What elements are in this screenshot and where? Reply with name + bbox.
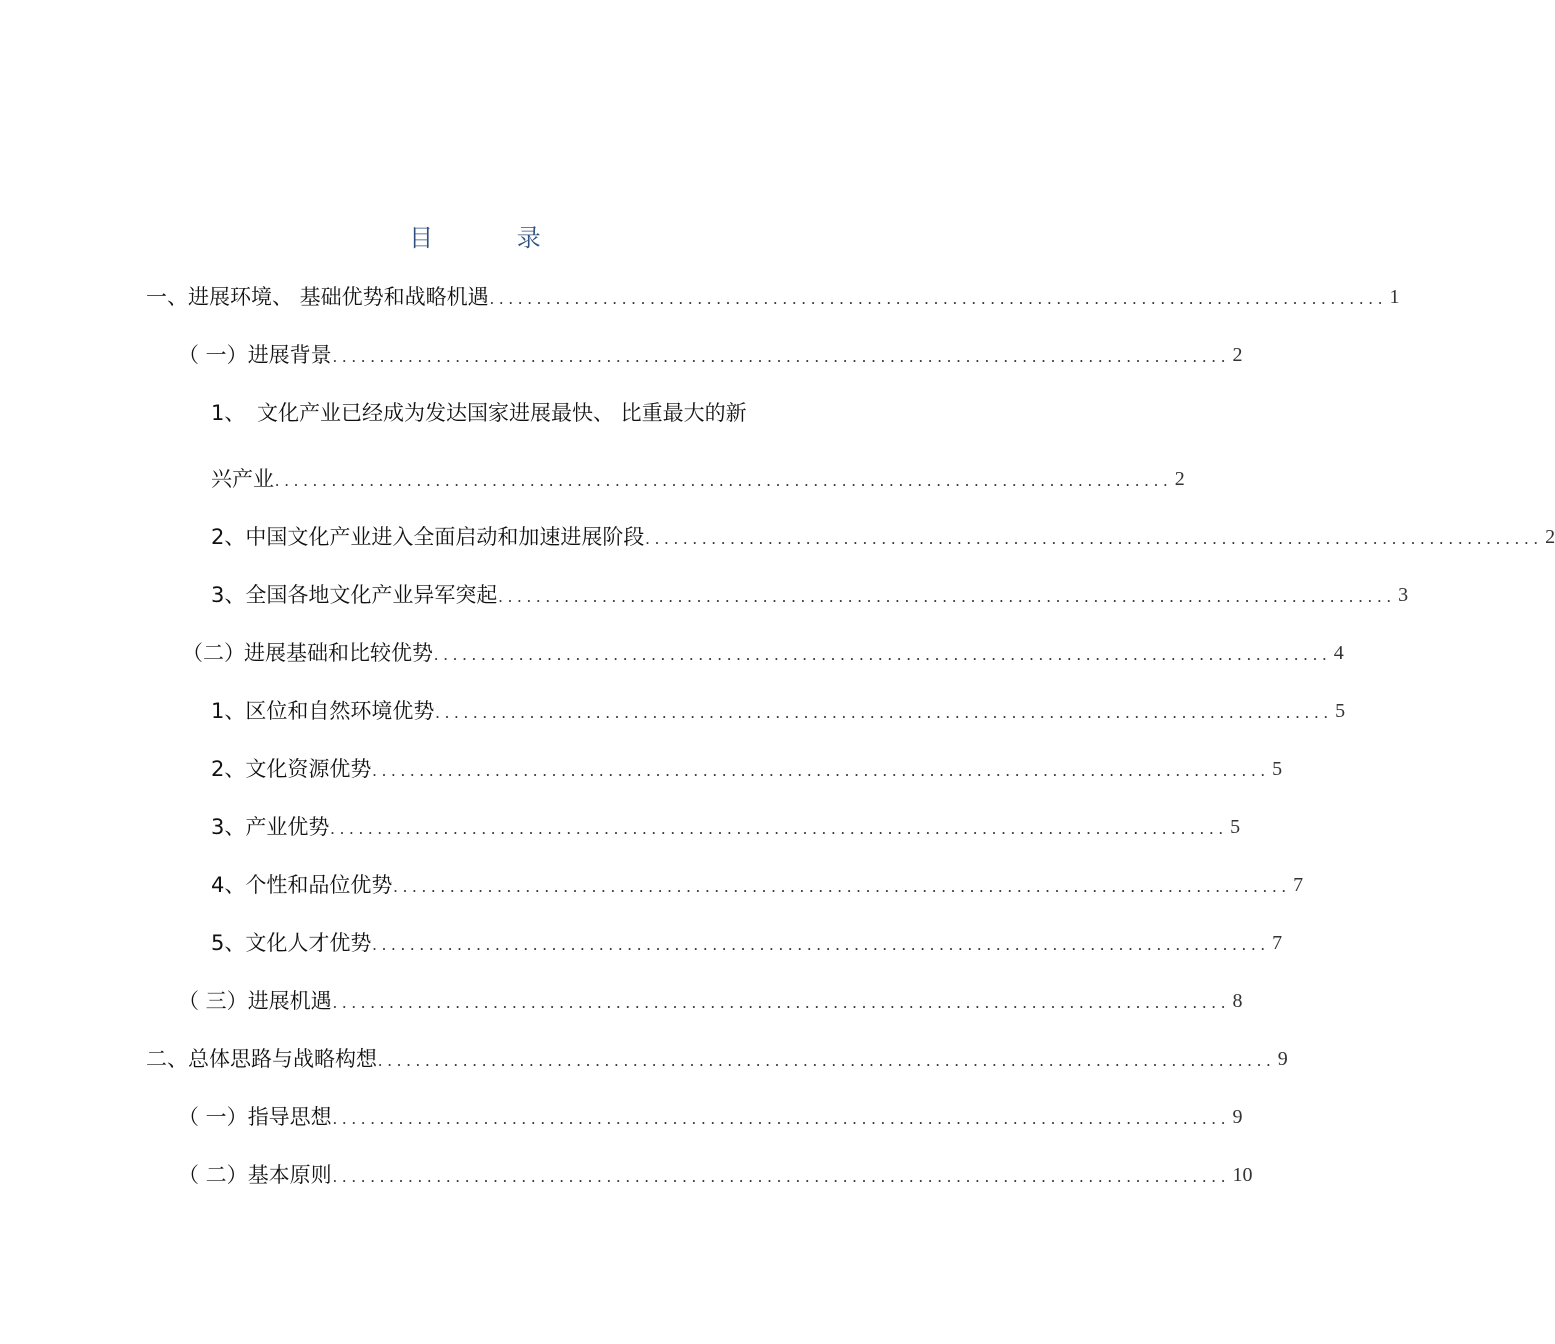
toc-page-number: 8 <box>1232 990 1243 1012</box>
toc-page-number: 5 <box>1230 816 1241 838</box>
toc-entry-text: 进展环境、 基础优势和战略机遇 <box>188 285 489 309</box>
toc-entry-number: 1、 <box>211 699 246 723</box>
toc-page-number: 9 <box>1232 1106 1243 1128</box>
toc-entry-number: 一、 <box>146 285 188 309</box>
toc-entry[interactable] <box>211 696 1346 726</box>
toc-dot-leader: ............................................................................................... <box>489 289 1388 308</box>
toc-page-number: 5 <box>1335 700 1346 722</box>
toc-entry-first-line[interactable] <box>211 398 747 428</box>
toc-dot-leader: ............................................................................................... <box>332 1109 1231 1128</box>
toc-entry[interactable] <box>178 986 1243 1016</box>
toc-entry[interactable] <box>211 580 1409 610</box>
toc-dot-leader: ............................................................................................... <box>275 471 1173 490</box>
toc-entry-number: 2、 <box>211 757 246 781</box>
toc-entry[interactable] <box>211 870 1304 900</box>
toc-entry-text: 总体思路与战略构想 <box>188 1047 377 1071</box>
toc-entry-number: 4、 <box>211 873 246 897</box>
toc-entry[interactable] <box>146 1044 1288 1074</box>
toc-page-number: 7 <box>1293 874 1304 896</box>
toc-entry-text: 产业优势 <box>245 815 330 839</box>
toc-entry-number: 2、 <box>211 525 246 549</box>
toc-page-number: 2 <box>1174 468 1185 490</box>
toc-entry-number: （ 一） <box>178 1105 248 1129</box>
toc-dot-leader: ............................................................................................... <box>435 703 1334 722</box>
toc-entry-number: 3、 <box>211 815 246 839</box>
toc-entry[interactable] <box>182 638 1344 668</box>
toc-entry[interactable] <box>178 340 1243 370</box>
toc-page-number: 2 <box>1545 526 1555 548</box>
toc-dot-leader: ............................................................................................... <box>330 819 1229 838</box>
toc-entry[interactable] <box>211 928 1283 958</box>
toc-page-number: 1 <box>1389 286 1400 308</box>
toc-entry-text: 文化人才优势 <box>245 931 372 955</box>
toc-entry-text-continued: 兴产业 <box>211 467 274 491</box>
toc-dot-leader: ............................................................................................... <box>645 529 1544 548</box>
toc-dot-leader: ............................................................................................... <box>372 761 1271 780</box>
toc-entry-text: 基本原则 <box>247 1163 332 1187</box>
toc-title: 目 录 <box>409 224 579 252</box>
toc-page-number: 3 <box>1398 584 1409 606</box>
toc-dot-leader: ............................................................................................... <box>393 877 1292 896</box>
toc-dot-leader: ............................................................................................... <box>498 587 1397 606</box>
toc-entry-number: 3、 <box>211 583 246 607</box>
toc-entry-number: 1、 <box>211 401 246 425</box>
toc-page-number: 2 <box>1232 344 1243 366</box>
toc-entry-text: 区位和自然环境优势 <box>245 699 435 723</box>
toc-entry-text: 个性和品位优势 <box>245 873 393 897</box>
toc-entry[interactable] <box>211 464 1185 494</box>
toc-page-number: 7 <box>1272 932 1283 954</box>
toc-entry[interactable] <box>211 754 1283 784</box>
toc-entry[interactable] <box>178 1102 1243 1132</box>
toc-dot-leader: ............................................................................................... <box>378 1051 1276 1070</box>
toc-entry-number: （ 一） <box>178 343 248 367</box>
toc-entry-text: 文化产业已经成为发达国家进展最快、 比重最大的新 <box>257 401 747 425</box>
toc-page-number: 4 <box>1333 642 1344 664</box>
toc-entry-number: （二） <box>182 641 245 665</box>
toc-entry-text: 文化资源优势 <box>245 757 372 781</box>
toc-entry-text: 进展背景 <box>247 343 332 367</box>
toc-entry-text: 全国各地文化产业异军突起 <box>245 583 498 607</box>
toc-page-number: 5 <box>1272 758 1283 780</box>
toc-entry-number: 二、 <box>146 1047 188 1071</box>
toc-entry-text: 中国文化产业进入全面启动和加速进展阶段 <box>245 525 645 549</box>
toc-entry-number: （ 三） <box>178 989 248 1013</box>
toc-dot-leader: ............................................................................................... <box>372 935 1271 954</box>
toc-entry-number: 5、 <box>211 931 246 955</box>
toc-dot-leader: ............................................................................................... <box>332 993 1231 1012</box>
toc-entry[interactable] <box>146 282 1400 312</box>
toc-entry[interactable] <box>178 1160 1253 1190</box>
toc-entry-text: 指导思想 <box>247 1105 332 1129</box>
toc-entry-text: 进展基础和比较优势 <box>244 641 433 665</box>
toc-page-number: 9 <box>1277 1048 1288 1070</box>
toc-entry-text: 进展机遇 <box>247 989 332 1013</box>
toc-dot-leader: ............................................................................................... <box>332 1167 1231 1186</box>
toc-entry-number: （ 二） <box>178 1163 248 1187</box>
toc-dot-leader: ............................................................................................... <box>332 347 1231 366</box>
toc-page-number: 10 <box>1232 1164 1253 1186</box>
toc-dot-leader: ............................................................................................... <box>434 645 1332 664</box>
toc-entry[interactable] <box>211 812 1241 842</box>
toc-entry[interactable] <box>211 522 1555 552</box>
